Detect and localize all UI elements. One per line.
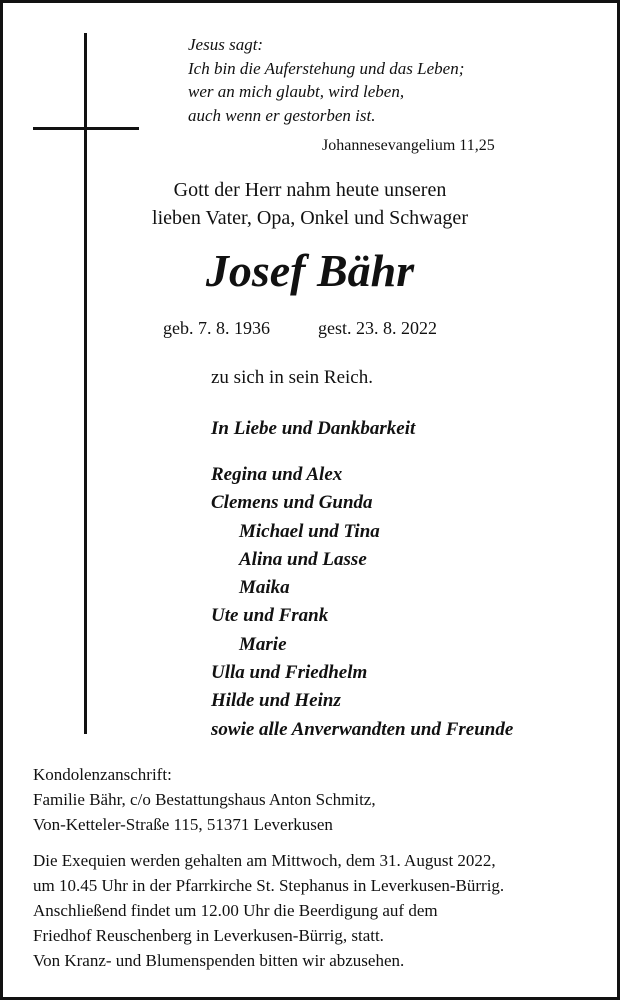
address-line: Kondolenzanschrift: — [33, 765, 172, 784]
verse-reference: Johannesevangelium 11,25 — [322, 137, 495, 154]
mourner-item: Ulla und Friedhelm — [211, 662, 368, 684]
address-line: Von-Ketteler-Straße 115, 51371 Leverkusen — [33, 815, 333, 834]
deceased-name: Josef Bähr — [205, 245, 415, 296]
bible-verse — [188, 33, 464, 127]
mourner-item: Clemens und Gunda — [211, 492, 373, 514]
intro-text — [0, 176, 620, 232]
condolence-address — [33, 762, 376, 837]
intro-line: lieben Vater, Opa, Onkel und Schwager — [152, 207, 468, 229]
death-date: gest. 23. 8. 2022 — [318, 318, 437, 338]
mourners-list — [211, 461, 513, 744]
verse-line: Jesus sagt: — [188, 35, 264, 54]
mourner-item: Ute und Frank — [211, 605, 329, 627]
cross-vertical-bar — [84, 33, 87, 734]
verse-line: Ich bin die Auferstehung und das Leben; — [188, 58, 465, 78]
cross-horizontal-bar — [33, 127, 139, 130]
love-gratitude-line: In Liebe und Dankbarkeit — [211, 418, 416, 439]
verse-line: wer an mich glaubt, wird leben, — [188, 82, 405, 101]
funeral-service-info — [33, 848, 504, 973]
mourner-item: Regina und Alex — [211, 464, 343, 485]
service-line: Friedhof Reuschenberg in Leverkusen-Bürrig, statt. — [33, 926, 384, 945]
mourner-item: Hilde und Heinz — [211, 690, 341, 712]
mourner-item: Maika — [239, 577, 290, 599]
service-line: Die Exequien werden gehalten am Mittwoch, dem 31. August 2022, — [33, 851, 496, 870]
mourner-item: sowie alle Anverwandten und Freunde — [211, 718, 514, 740]
service-line: um 10.45 Uhr in der Pfarrkirche St. Stephanus in Leverkusen-Bürrig. — [33, 876, 505, 895]
address-line: Familie Bähr, c/o Bestattungshaus Anton Schmitz, — [33, 790, 376, 809]
mourner-item: Marie — [239, 633, 287, 655]
service-line: Von Kranz- und Blumenspenden bitten wir abzusehen. — [33, 951, 405, 970]
birth-date: geb. 7. 8. 1936 — [163, 318, 270, 338]
closing-line: zu sich in sein Reich. — [211, 367, 373, 388]
verse-line: auch wenn er gestorben ist. — [188, 105, 376, 125]
intro-line: Gott der Herr nahm heute unseren — [173, 179, 447, 201]
service-line: Anschließend findet um 12.00 Uhr die Beerdigung auf dem — [33, 901, 438, 920]
mourner-item: Michael und Tina — [239, 520, 380, 542]
mourner-item: Alina und Lasse — [239, 548, 367, 570]
